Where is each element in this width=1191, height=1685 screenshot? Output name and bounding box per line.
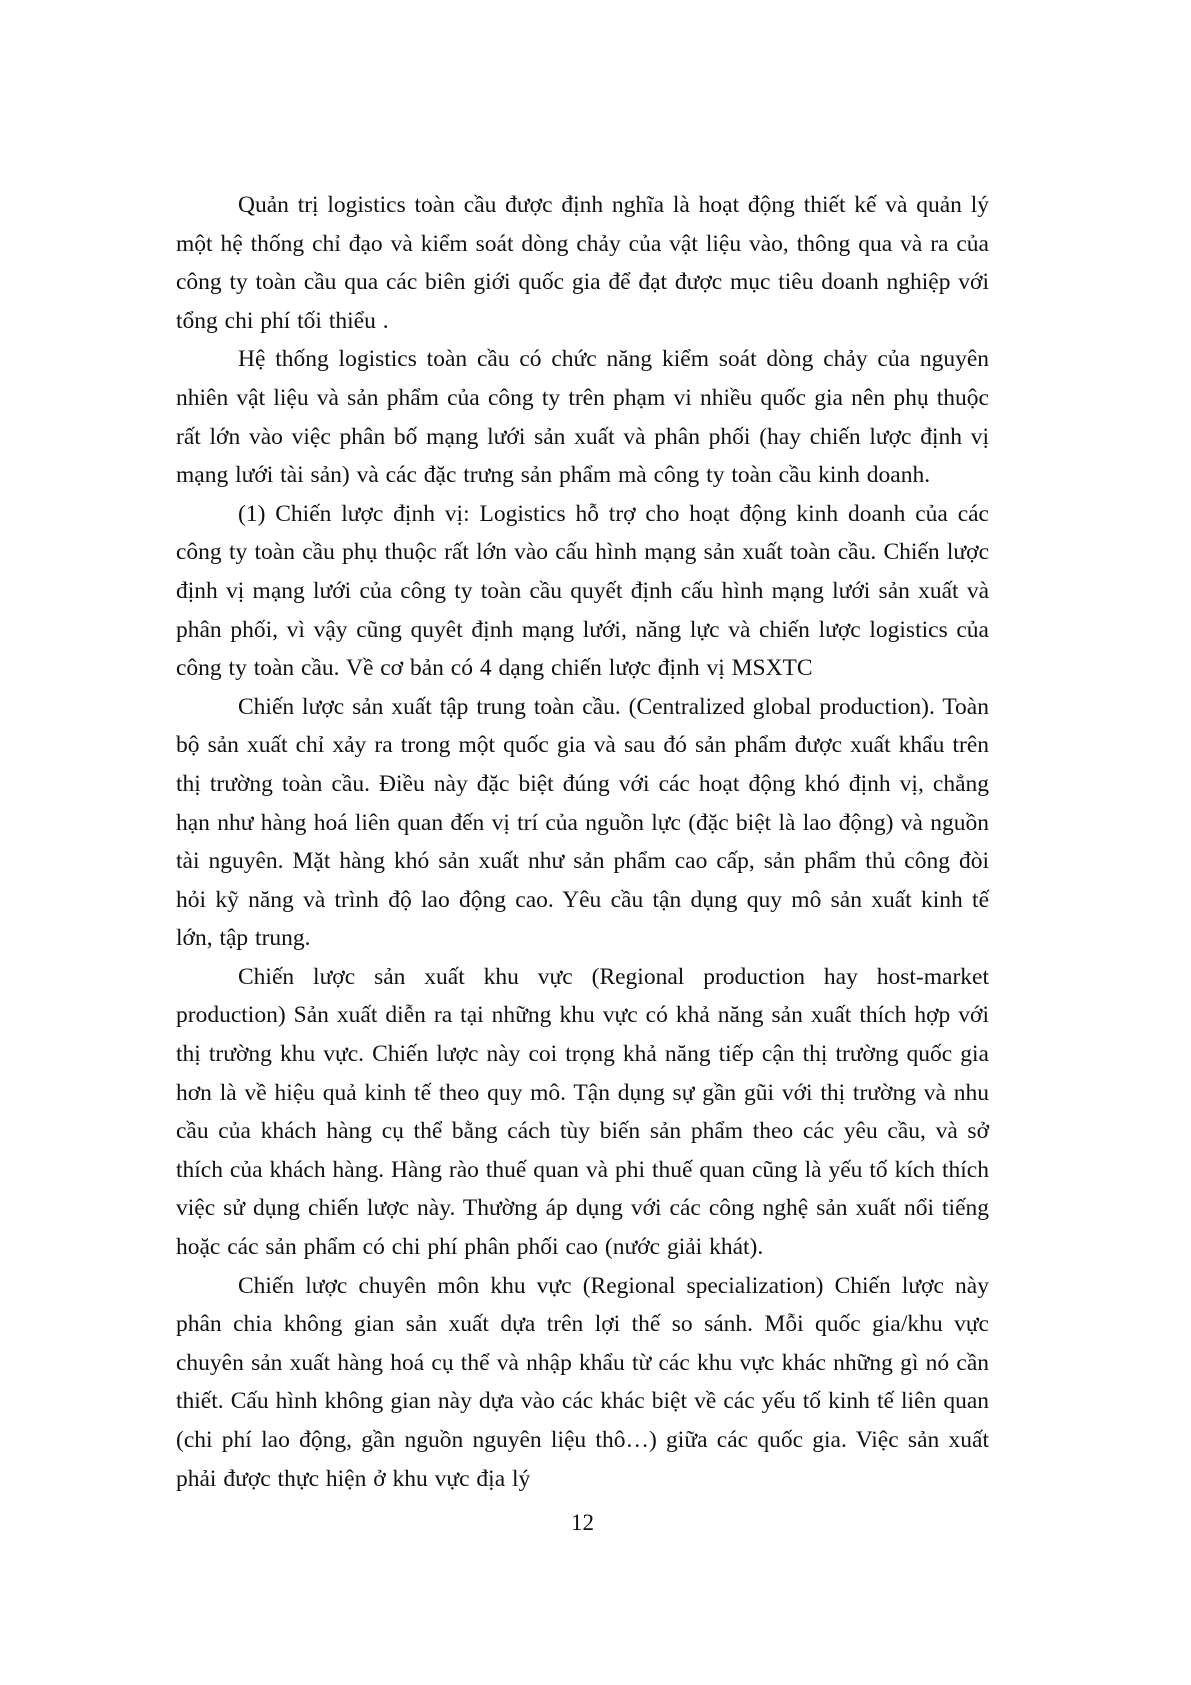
paragraph-positioning-strategy: (1) Chiến lược định vị: Logistics hỗ trợ cho hoạt động kinh doanh của các công ty toàn cầu phụ thuộc rất lớn vào cấu hình mạng sản xuất toàn cầu. Chiến lược định vị mạng lưới của công ty toàn cầu quyết định cấu hình mạng lưới sản xuất và phân phối, vì vậy cũng quyêt định mạng lưới, năng lực và chiến lược logistics của công ty toàn cầu. Về cơ bản có 4 dạng chiến lược định vị MSXTC xyxy=(176,500,989,682)
paragraph-regional-production: Chiến lược sản xuất khu vực (Regional production hay host-market production) Sản xuất diễn ra tại những khu vực có khả năng sản xuất thích hợp với thị trường khu vực. Chiến lược này coi trọng khả năng tiếp cận thị trường quốc gia hơn là về hiệu quả kinh tế theo quy mô. Tận dụng sự gần gũi với thị trường và nhu cầu của khách hàng cụ thể bằng cách tùy biến sản phẩm theo các yêu cầu, và sở thích của khách hàng. Hàng rào thuế quan và phi thuế quan cũng là yếu tố kích thích việc sử dụng chiến lược này. Thường áp dụng với các công nghệ sản xuất nổi tiếng hoặc các sản phẩm có chi phí phân phối cao (nước giải khát). xyxy=(176,963,989,1261)
paragraph-centralized-global-production: Chiến lược sản xuất tập trung toàn cầu. (Centralized global production). Toàn bộ sản xuất chỉ xảy ra trong một quốc gia và sau đó sản phẩm được xuất khẩu trên thị trường toàn cầu. Điều này đặc biệt đúng với các hoạt động khó định vị, chẳng hạn như hàng hoá liên quan đến vị trí của nguồn lực (đặc biệt là lao động) và nguồn tài nguyên. Mặt hàng khó sản xuất như sản phẩm cao cấp, sản phẩm thủ công đòi hỏi kỹ năng và trình độ lao động cao. Yêu cầu tận dụng quy mô sản xuất kinh tế lớn, tập trung. xyxy=(176,693,989,952)
document-body xyxy=(176,186,989,1498)
paragraph-regional-specialization: Chiến lược chuyên môn khu vực (Regional specialization) Chiến lược này phân chia không gian sản xuất dựa trên lợi thế so sánh. Mỗi quốc gia/khu vực chuyên sản xuất hàng hoá cụ thể và nhập khẩu từ các khu vực khác những gì nó cần thiết. Cấu hình không gian này dựa vào các khác biệt về các yếu tố kinh tế liên quan (chi phí lao động, gần nguồn nguyên liệu thô…) giữa các quốc gia. Việc sản xuất phải được thực hiện ở khu vực địa lý xyxy=(176,1272,989,1492)
paragraph-logistics-system: Hệ thống logistics toàn cầu có chức năng kiểm soát dòng chảy của nguyên nhiên vật liệu và sản phẩm của công ty trên phạm vi nhiều quốc gia nên phụ thuộc rất lớn vào việc phân bố mạng lưới sản xuất và phân phối (hay chiến lược định vị mạng lưới tài sản) và các đặc trưng sản phẩm mà công ty toàn cầu kinh doanh. xyxy=(176,346,989,489)
paragraph-logistics-definition: Quản trị logistics toàn cầu được định nghĩa là hoạt động thiết kế và quản lý một hệ thống chỉ đạo và kiểm soát dòng chảy của vật liệu vào, thông qua và ra của công ty toàn cầu qua các biên giới quốc gia để đạt được mục tiêu doanh nghiệp với tổng chi phí tối thiểu . xyxy=(176,192,989,334)
page-number: 12 xyxy=(571,1510,594,1536)
